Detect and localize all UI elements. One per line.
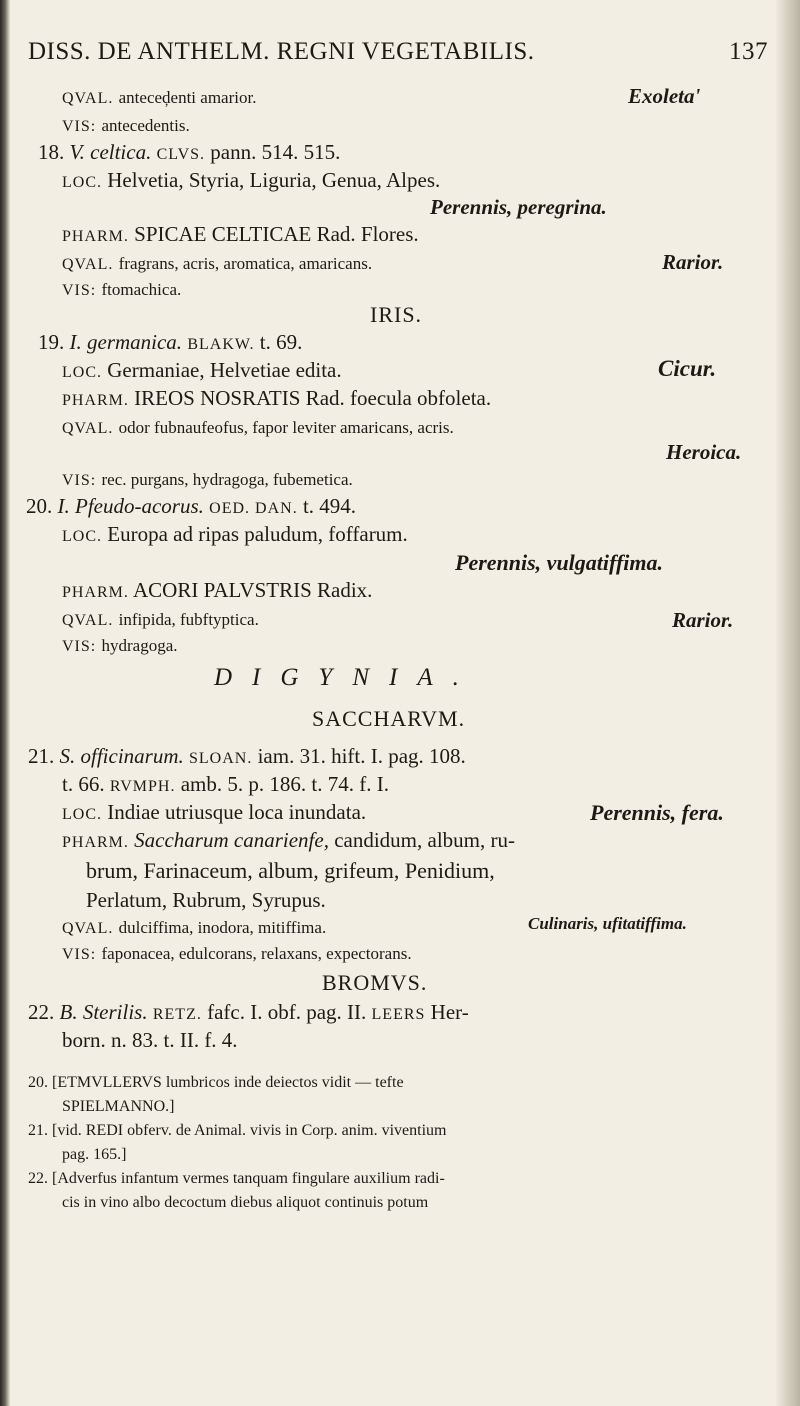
page-number: 137: [729, 38, 768, 65]
book-edge-right: [776, 0, 800, 1406]
vis-line: VIS: antecedentis.: [62, 116, 190, 135]
loc-line: LOC. Germaniae, Helvetiae edita.: [62, 358, 342, 382]
vis-line: VIS: hydragoga.: [62, 636, 178, 655]
pharm-line: PHARM. ACORI PALVSTRIS Radix.: [62, 578, 373, 602]
reference-line: born. n. 83. t. II. f. 4.: [62, 1028, 238, 1052]
loc-line: LOC. Europa ad ripas paludum, foffarum.: [62, 522, 408, 546]
footnote: 21. [vid. REDI obferv. de Animal. vivis in Corp. anim. viventium: [28, 1122, 447, 1139]
loc-line: LOC. Helvetia, Styria, Liguria, Genua, Alpes.: [62, 168, 441, 192]
qual-line: QVAL. anteceḑenti amarior.: [62, 88, 257, 107]
reference-line: t. 66. RVMPH. amb. 5. p. 186. t. 74. f. I.: [62, 772, 389, 796]
species-entry: 18. V. celtica. CLVS. pann. 514. 515.: [38, 140, 341, 164]
usage-note: Culinaris, ufitatiffima.: [528, 914, 687, 933]
habit-note: Perennis, peregrina.: [430, 195, 607, 219]
header-title: DISS. DE ANTHELM. REGNI VEGETABILIS.: [28, 38, 535, 65]
footnote-continuation: SPIELMANNO.]: [62, 1098, 175, 1115]
footnote-continuation: cis in vino albo decoctum diebus aliquot continuis potum: [62, 1194, 429, 1211]
rarity-note: Rarior.: [672, 608, 734, 632]
footnote: 22. [Adverfus infantum vermes tanquam fingulare auxilium radi-: [28, 1170, 445, 1187]
order-heading: DIGYNIA.: [214, 664, 479, 691]
rarity-note: Exoleta': [628, 84, 701, 108]
pharm-line: PHARM. SPICAE CELTICAE Rad. Flores.: [62, 222, 419, 246]
species-entry: 21. S. officinarum. SLOAN. iam. 31. hift. I. pag. 108.: [28, 744, 466, 768]
genus-heading: IRIS.: [370, 302, 423, 327]
vis-line: VIS: faponacea, edulcorans, relaxans, expectorans.: [62, 944, 412, 963]
habit-note: Perennis, vulgatiffima.: [455, 550, 663, 575]
qual-line: QVAL. dulciffima, inodora, mitiffima.: [62, 918, 327, 937]
book-gutter-left: [0, 0, 10, 1406]
genus-heading: SACCHARVM.: [312, 706, 466, 731]
qual-line: QVAL. odor fubnaufeofus, fapor leviter amaricans, acris.: [62, 418, 454, 437]
rarity-note: Rarior.: [662, 250, 724, 274]
pharm-line: PHARM. Saccharum canarienfe, candidum, album, ru-: [62, 828, 515, 852]
habit-note: Perennis, fera.: [590, 800, 724, 825]
qual-line: QVAL. infipida, fubftyptica.: [62, 610, 259, 629]
habit-note: Heroica.: [666, 440, 742, 464]
footnote: 20. [ETMVLLERVS lumbricos inde deiectos vidit — tefte: [28, 1074, 404, 1091]
species-entry: 22. B. Sterilis. RETZ. fafc. I. obf. pag. II. LEERS Her-: [28, 1000, 469, 1024]
pharm-line: PHARM. IREOS NOSRATIS Rad. foecula obfoleta.: [62, 386, 492, 410]
genus-heading: BROMVS.: [322, 970, 428, 995]
loc-line: LOC. Indiae utriusque loca inundata.: [62, 800, 367, 824]
habit-note: Cicur.: [658, 356, 717, 381]
footnote-continuation: pag. 165.]: [62, 1146, 127, 1163]
running-header: [28, 38, 768, 66]
species-entry: 20. I. Pfeudo-acorus. OED. DAN. t. 494.: [26, 494, 357, 518]
vis-line: VIS: rec. purgans, hydragoga, fubemetica.: [62, 470, 353, 489]
pharm-continuation: brum, Farinaceum, album, grifeum, Penidium,: [86, 858, 495, 883]
qual-line: QVAL. fragrans, acris, aromatica, amaricans.: [62, 254, 373, 273]
species-entry: 19. I. germanica. BLAKW. t. 69.: [38, 330, 303, 354]
pharm-continuation: Perlatum, Rubrum, Syrupus.: [86, 888, 326, 912]
vis-line: VIS: ftomachica.: [62, 280, 182, 299]
